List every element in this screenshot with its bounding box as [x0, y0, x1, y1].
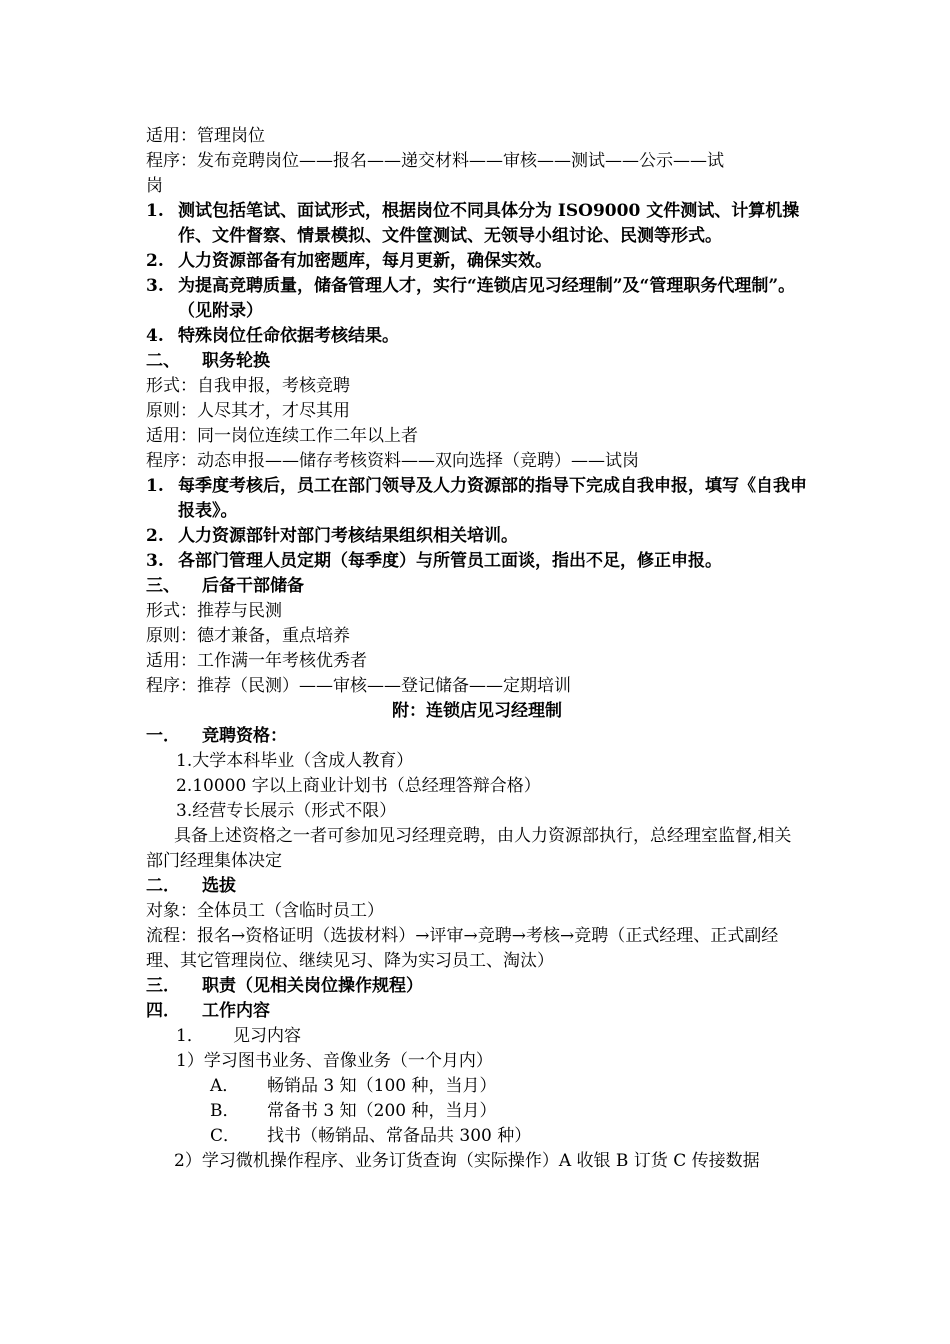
target-line: 对象：全体员工（含临时员工） [146, 901, 384, 921]
content-item: 1）学习图书业务、音像业务（一个月内） [176, 1051, 493, 1071]
apply-line: 适用：工作满一年考核优秀者 [146, 651, 367, 671]
list-item: 3. 为提高竞聘质量，储备管理人才，实行“连锁店见习经理制”及“管理职务代理制”。（见附录） [146, 276, 796, 321]
apply-line: 适用：管理岗位 [146, 126, 265, 146]
qualification-item: 2.10000 字以上商业计划书（总经理答辩合格） [176, 776, 541, 796]
procedure-line-cont: 岗 [146, 176, 163, 196]
flow-paragraph: 流程：报名→资格证明（选拔材料）→评审→竞聘→考核→竞聘（正式经理、正式副经理、其它管理岗位、继续见习、降为实习员工、淘汰） [146, 926, 779, 971]
list-item: 1. 测试包括笔试、面试形式，根据岗位不同具体分为 ISO9000 文件测试、计算机操作、文件督察、情景模拟、文件筐测试、无领导小组讨论、民测等形式。 [146, 201, 800, 246]
list-item: 3. 各部门管理人员定期（每季度）与所管员工面谈，指出不足，修正申报。 [146, 551, 722, 571]
qualification-paragraph: 具备上述资格之一者可参加见习经理竞聘，由人力资源部执行，总经理室监督,相关部门经理集体决定 [146, 826, 792, 871]
principle-line: 原则：人尽其才，才尽其用 [146, 401, 350, 421]
content-item: 2）学习微机操作程序、业务订货查询（实际操作）A 收银 B 订货 C 传接数据 [174, 1151, 760, 1171]
list-item: 2. 人力资源部针对部门考核结果组织相关培训。 [146, 526, 518, 546]
content-subitem: A． 畅销品 3 知（100 种，当月） [210, 1076, 497, 1096]
procedure-line: 程序：动态申报——储存考核资料——双向选择（竞聘）——试岗 [146, 451, 639, 471]
principle-line: 原则：德才兼备，重点培养 [146, 626, 350, 646]
list-item: 2. 人力资源部备有加密题库，每月更新，确保实效。 [146, 251, 552, 271]
appendix-title: 附：连锁店见习经理制 [392, 701, 562, 721]
content-subitem: B． 常备书 3 知（200 种，当月） [210, 1101, 497, 1121]
apply-line: 适用：同一岗位连续工作二年以上者 [146, 426, 418, 446]
list-item: 1. 每季度考核后，员工在部门领导及人力资源部的指导下完成自我申报，填写《自我申报表》。 [146, 476, 807, 521]
procedure-line: 程序：发布竞聘岗位——报名——递交材料——审核——测试——公示——试 [146, 151, 724, 171]
content-subitem: C． 找书（畅销品、常备品共 300 种） [210, 1126, 532, 1146]
qualification-item: 1.大学本科毕业（含成人教育） [176, 751, 414, 771]
list-item: 4. 特殊岗位任命依据考核结果。 [146, 326, 399, 346]
section-heading: 二． 选拔 [146, 876, 236, 896]
section-heading: 二、 职务轮换 [146, 351, 270, 371]
section-heading: 一． 竞聘资格： [146, 726, 287, 746]
subsection-heading: 1． 见习内容 [176, 1026, 301, 1046]
form-line: 形式：自我申报，考核竞聘 [146, 376, 350, 396]
section-heading: 三、 后备干部储备 [146, 576, 304, 596]
section-heading: 三． 职责（见相关岗位操作规程） [146, 976, 423, 996]
procedure-line: 程序：推荐（民测）——审核——登记储备——定期培训 [146, 676, 571, 696]
section-heading: 四． 工作内容 [146, 1001, 270, 1021]
document-page [146, 124, 808, 1174]
qualification-item: 3.经营专长展示（形式不限） [176, 801, 397, 821]
form-line: 形式：推荐与民测 [146, 601, 282, 621]
